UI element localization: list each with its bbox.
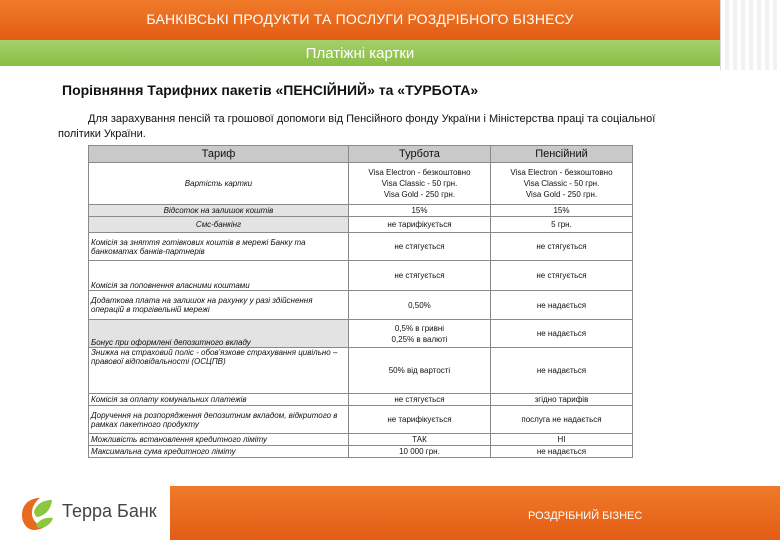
footer-bar: [0, 486, 780, 540]
tariff-comparison-table: [88, 145, 633, 458]
row-label: Можливість встановлення кредитного ліміту: [89, 434, 349, 446]
cell-pensiyny: не надається: [490, 348, 632, 394]
table-row: [89, 406, 633, 434]
table-row: [89, 434, 633, 446]
row-label: Максимальна сума кредитного ліміту: [89, 446, 349, 458]
column-header-pensiyny: Пенсійний: [490, 146, 632, 163]
section-title: БАНКІВСЬКІ ПРОДУКТИ ТА ПОСЛУГИ РОЗДРІБНОГО БІЗНЕСУ: [146, 11, 574, 27]
cell-pensiyny: не надається: [490, 320, 632, 348]
cell-turbota: не тарифікується: [348, 406, 490, 434]
cell-pensiyny: згідно тарифів: [490, 394, 632, 406]
cell-turbota: Visa Electron - безкоштовно Visa Classic - 50 грн. Visa Gold - 250 грн.: [348, 163, 490, 205]
table-row: [89, 348, 633, 394]
page-title: Порівняння Тарифних пакетів «ПЕНСІЙНИЙ» та «ТУРБОТА»: [62, 82, 479, 98]
cell-pensiyny: послуга не надається: [490, 406, 632, 434]
bank-logo: [0, 486, 170, 540]
cell-pensiyny: не надається: [490, 446, 632, 458]
terra-bank-logo-icon: [16, 495, 56, 531]
table-row: [89, 446, 633, 458]
row-label: Комісія за зняття готівкових коштів в мережі Банку та банкоматах банків-партнерів: [89, 233, 349, 261]
bank-name: Терра Банк: [62, 501, 157, 521]
cell-pensiyny: 15%: [490, 205, 632, 217]
cell-turbota: 15%: [348, 205, 490, 217]
cell-turbota: ТАК: [348, 434, 490, 446]
cell-pensiyny: НІ: [490, 434, 632, 446]
row-label: Комісія за поповнення власними коштами: [89, 261, 349, 291]
table-row: [89, 320, 633, 348]
cell-turbota: 0,50%: [348, 291, 490, 320]
row-label: Вартість картки: [89, 163, 349, 205]
cell-turbota: не тарифікується: [348, 217, 490, 233]
row-label: Доручення на розпорядження депозитним вкладом, відкритого в рамках пакетного продукту: [89, 406, 349, 434]
cell-pensiyny: 5 грн.: [490, 217, 632, 233]
cell-turbota: 0,5% в гривні 0,25% в валюті: [348, 320, 490, 348]
top-banner: [0, 0, 720, 40]
row-label: Відсоток на залишок коштів: [89, 205, 349, 217]
column-header-turbota: Турбота: [348, 146, 490, 163]
table-row: [89, 205, 633, 217]
table-row: [89, 394, 633, 406]
subtitle-banner: [0, 40, 720, 66]
cell-pensiyny: не стягується: [490, 233, 632, 261]
cell-turbota: не стягується: [348, 394, 490, 406]
row-label: Смс-банкінг: [89, 217, 349, 233]
cell-pensiyny: не надається: [490, 291, 632, 320]
slide-subtitle: Платіжні картки: [305, 45, 415, 62]
row-label: Бонус при оформлені депозитного вкладу: [89, 320, 349, 348]
table-row: [89, 217, 633, 233]
column-header-tariff: Тариф: [89, 146, 349, 163]
cell-pensiyny: не стягується: [490, 261, 632, 291]
cell-turbota: 10 000 грн.: [348, 446, 490, 458]
table-row: [89, 163, 633, 205]
table-header-row: [89, 146, 633, 163]
cell-turbota: 50% від вартості: [348, 348, 490, 394]
cell-turbota: не стягується: [348, 233, 490, 261]
row-label: Знижка на страховий поліс - обов'язкове страхування цивільно – правової відповідальності (ОСЦПВ): [89, 348, 349, 394]
decorative-stripes: [720, 0, 780, 70]
intro-paragraph: Для зарахування пенсій та грошової допомоги від Пенсійного фонду України і Міністерства праці та соціальної політики України.: [58, 113, 656, 140]
cell-turbota: не стягується: [348, 261, 490, 291]
table-row: [89, 291, 633, 320]
row-label: Додаткова плата на залишок на рахунку у разі здійснення операцій в торгівельній мережі: [89, 291, 349, 320]
row-label: Комісія за оплату комунальних платежів: [89, 394, 349, 406]
cell-pensiyny: Visa Electron - безкоштовно Visa Classic - 50 грн. Visa Gold - 250 грн.: [490, 163, 632, 205]
table-row: [89, 233, 633, 261]
table-row: [89, 261, 633, 291]
footer-label: РОЗДРІБНИЙ БІЗНЕС: [528, 510, 643, 522]
